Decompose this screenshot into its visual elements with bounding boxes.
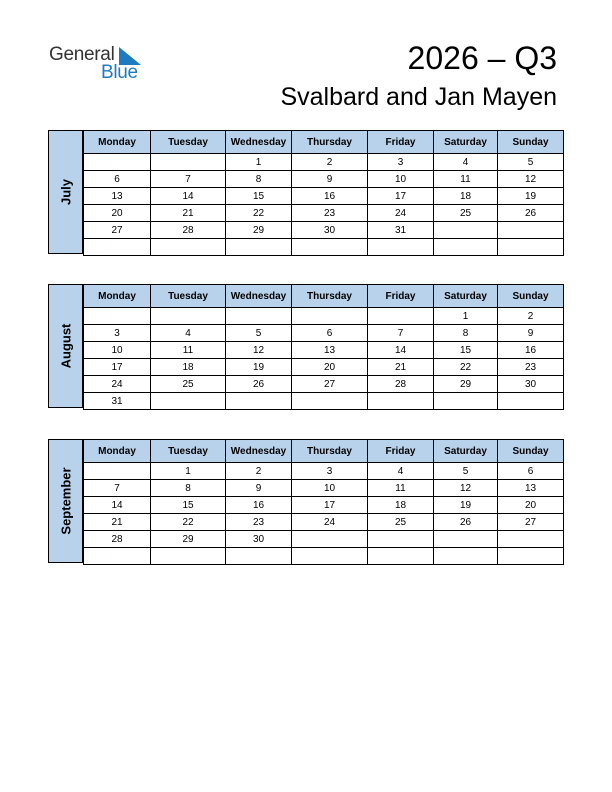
day-cell: 1 — [226, 154, 292, 171]
day-cell: 13 — [292, 342, 368, 359]
day-cell: 4 — [434, 154, 498, 171]
day-cell: 3 — [368, 154, 434, 171]
day-cell — [368, 531, 434, 548]
week-row — [84, 188, 564, 205]
day-cell — [434, 239, 498, 256]
day-cell: 23 — [226, 514, 292, 531]
day-cell: 9 — [498, 325, 564, 342]
day-cell: 15 — [151, 497, 226, 514]
week-row — [84, 154, 564, 171]
day-cell — [151, 239, 226, 256]
day-cell — [226, 393, 292, 410]
day-cell: 13 — [498, 480, 564, 497]
day-cell: 27 — [292, 376, 368, 393]
month-label — [48, 284, 83, 408]
month-label — [48, 439, 83, 563]
day-cell: 14 — [151, 188, 226, 205]
day-cell: 11 — [434, 171, 498, 188]
day-cell: 5 — [498, 154, 564, 171]
day-cell: 9 — [292, 171, 368, 188]
day-cell: 27 — [84, 222, 151, 239]
day-cell: 5 — [434, 463, 498, 480]
day-cell — [498, 531, 564, 548]
day-cell: 8 — [151, 480, 226, 497]
day-cell: 18 — [434, 188, 498, 205]
day-cell — [368, 239, 434, 256]
week-row — [84, 514, 564, 531]
day-cell: 24 — [368, 205, 434, 222]
day-cell: 24 — [292, 514, 368, 531]
weekday-header: Tuesday — [151, 285, 226, 308]
weekday-header: Tuesday — [151, 131, 226, 154]
month-block-july — [48, 130, 563, 255]
week-row — [84, 222, 564, 239]
day-cell: 22 — [151, 514, 226, 531]
day-cell: 19 — [498, 188, 564, 205]
day-cell — [434, 531, 498, 548]
day-cell: 26 — [498, 205, 564, 222]
day-cell — [498, 548, 564, 565]
month-table — [83, 284, 564, 410]
week-row — [84, 171, 564, 188]
weekday-header: Wednesday — [226, 131, 292, 154]
day-cell — [498, 239, 564, 256]
weekday-header: Saturday — [434, 285, 498, 308]
day-cell — [151, 308, 226, 325]
day-cell: 12 — [434, 480, 498, 497]
day-cell: 21 — [368, 359, 434, 376]
day-cell: 30 — [292, 222, 368, 239]
day-cell — [84, 239, 151, 256]
day-cell — [226, 239, 292, 256]
day-cell: 7 — [84, 480, 151, 497]
week-row — [84, 531, 564, 548]
day-cell — [84, 154, 151, 171]
month-name: September — [58, 467, 73, 535]
day-cell: 15 — [226, 188, 292, 205]
day-cell: 25 — [368, 514, 434, 531]
weekday-header: Friday — [368, 440, 434, 463]
day-cell: 20 — [84, 205, 151, 222]
day-cell: 13 — [84, 188, 151, 205]
day-cell: 17 — [292, 497, 368, 514]
month-name: August — [58, 323, 73, 369]
day-cell: 7 — [151, 171, 226, 188]
weekday-header: Sunday — [498, 131, 564, 154]
day-cell — [292, 531, 368, 548]
weekday-header: Tuesday — [151, 440, 226, 463]
weekday-header: Monday — [84, 440, 151, 463]
day-cell — [434, 222, 498, 239]
day-cell: 28 — [151, 222, 226, 239]
day-cell — [292, 239, 368, 256]
day-cell: 18 — [368, 497, 434, 514]
day-cell: 16 — [292, 188, 368, 205]
day-cell: 8 — [226, 171, 292, 188]
day-cell: 14 — [368, 342, 434, 359]
day-cell — [368, 548, 434, 565]
day-cell — [84, 463, 151, 480]
day-cell: 22 — [434, 359, 498, 376]
weekday-header: Thursday — [292, 285, 368, 308]
week-row — [84, 342, 564, 359]
day-cell: 3 — [84, 325, 151, 342]
day-cell: 20 — [292, 359, 368, 376]
day-cell: 21 — [151, 205, 226, 222]
day-cell: 18 — [151, 359, 226, 376]
day-cell: 20 — [498, 497, 564, 514]
month-name: July — [58, 178, 73, 206]
day-cell: 31 — [84, 393, 151, 410]
day-cell: 29 — [226, 222, 292, 239]
week-row — [84, 359, 564, 376]
day-cell: 3 — [292, 463, 368, 480]
day-cell: 25 — [151, 376, 226, 393]
day-cell: 19 — [226, 359, 292, 376]
weekday-header: Wednesday — [226, 285, 292, 308]
day-cell: 21 — [84, 514, 151, 531]
day-cell: 28 — [84, 531, 151, 548]
day-cell: 31 — [368, 222, 434, 239]
day-cell — [226, 548, 292, 565]
weekday-header: Monday — [84, 285, 151, 308]
logo-blue-text: Blue — [101, 62, 138, 83]
day-cell: 6 — [292, 325, 368, 342]
day-cell: 23 — [292, 205, 368, 222]
day-cell: 17 — [368, 188, 434, 205]
day-cell: 27 — [498, 514, 564, 531]
day-cell — [151, 548, 226, 565]
weekday-header: Friday — [368, 131, 434, 154]
day-cell: 2 — [226, 463, 292, 480]
weekday-header: Sunday — [498, 440, 564, 463]
weekday-header-row — [84, 131, 564, 154]
day-cell — [151, 393, 226, 410]
day-cell: 4 — [368, 463, 434, 480]
logo-general-text: General — [49, 44, 115, 65]
day-cell: 10 — [368, 171, 434, 188]
day-cell — [84, 548, 151, 565]
week-row — [84, 463, 564, 480]
day-cell — [368, 393, 434, 410]
day-cell: 12 — [498, 171, 564, 188]
day-cell: 6 — [84, 171, 151, 188]
week-row — [84, 325, 564, 342]
weekday-header: Wednesday — [226, 440, 292, 463]
weekday-header: Sunday — [498, 285, 564, 308]
weekday-header: Thursday — [292, 131, 368, 154]
day-cell: 2 — [292, 154, 368, 171]
day-cell — [292, 308, 368, 325]
day-cell: 19 — [434, 497, 498, 514]
day-cell: 2 — [498, 308, 564, 325]
day-cell: 5 — [226, 325, 292, 342]
day-cell: 16 — [226, 497, 292, 514]
week-row — [84, 393, 564, 410]
day-cell — [151, 154, 226, 171]
week-row — [84, 239, 564, 256]
day-cell: 7 — [368, 325, 434, 342]
day-cell — [368, 308, 434, 325]
day-cell: 24 — [84, 376, 151, 393]
day-cell: 1 — [434, 308, 498, 325]
day-cell — [292, 393, 368, 410]
month-table — [83, 439, 564, 565]
day-cell: 25 — [434, 205, 498, 222]
day-cell — [434, 548, 498, 565]
week-row — [84, 548, 564, 565]
day-cell: 11 — [151, 342, 226, 359]
day-cell: 10 — [84, 342, 151, 359]
week-row — [84, 497, 564, 514]
day-cell: 15 — [434, 342, 498, 359]
day-cell: 29 — [434, 376, 498, 393]
page-title: 2026 – Q3 — [407, 40, 557, 76]
day-cell: 30 — [498, 376, 564, 393]
day-cell: 10 — [292, 480, 368, 497]
weekday-header: Friday — [368, 285, 434, 308]
week-row — [84, 480, 564, 497]
day-cell: 30 — [226, 531, 292, 548]
day-cell: 4 — [151, 325, 226, 342]
weekday-header-row — [84, 285, 564, 308]
week-row — [84, 205, 564, 222]
weekday-header: Saturday — [434, 131, 498, 154]
day-cell — [434, 393, 498, 410]
day-cell: 23 — [498, 359, 564, 376]
month-block-september — [48, 439, 563, 564]
month-block-august — [48, 284, 563, 409]
weekday-header: Saturday — [434, 440, 498, 463]
day-cell: 26 — [434, 514, 498, 531]
day-cell: 9 — [226, 480, 292, 497]
day-cell: 1 — [151, 463, 226, 480]
day-cell: 28 — [368, 376, 434, 393]
day-cell — [84, 308, 151, 325]
weekday-header: Thursday — [292, 440, 368, 463]
day-cell: 29 — [151, 531, 226, 548]
weekday-header-row — [84, 440, 564, 463]
day-cell: 17 — [84, 359, 151, 376]
day-cell: 26 — [226, 376, 292, 393]
day-cell: 8 — [434, 325, 498, 342]
day-cell: 6 — [498, 463, 564, 480]
day-cell: 16 — [498, 342, 564, 359]
day-cell — [226, 308, 292, 325]
day-cell — [498, 222, 564, 239]
page-subtitle: Svalbard and Jan Mayen — [280, 83, 557, 111]
day-cell — [292, 548, 368, 565]
day-cell — [498, 393, 564, 410]
weekday-header: Monday — [84, 131, 151, 154]
day-cell: 14 — [84, 497, 151, 514]
week-row — [84, 308, 564, 325]
month-label — [48, 130, 83, 254]
day-cell: 12 — [226, 342, 292, 359]
month-table — [83, 130, 564, 256]
week-row — [84, 376, 564, 393]
day-cell: 11 — [368, 480, 434, 497]
day-cell: 22 — [226, 205, 292, 222]
